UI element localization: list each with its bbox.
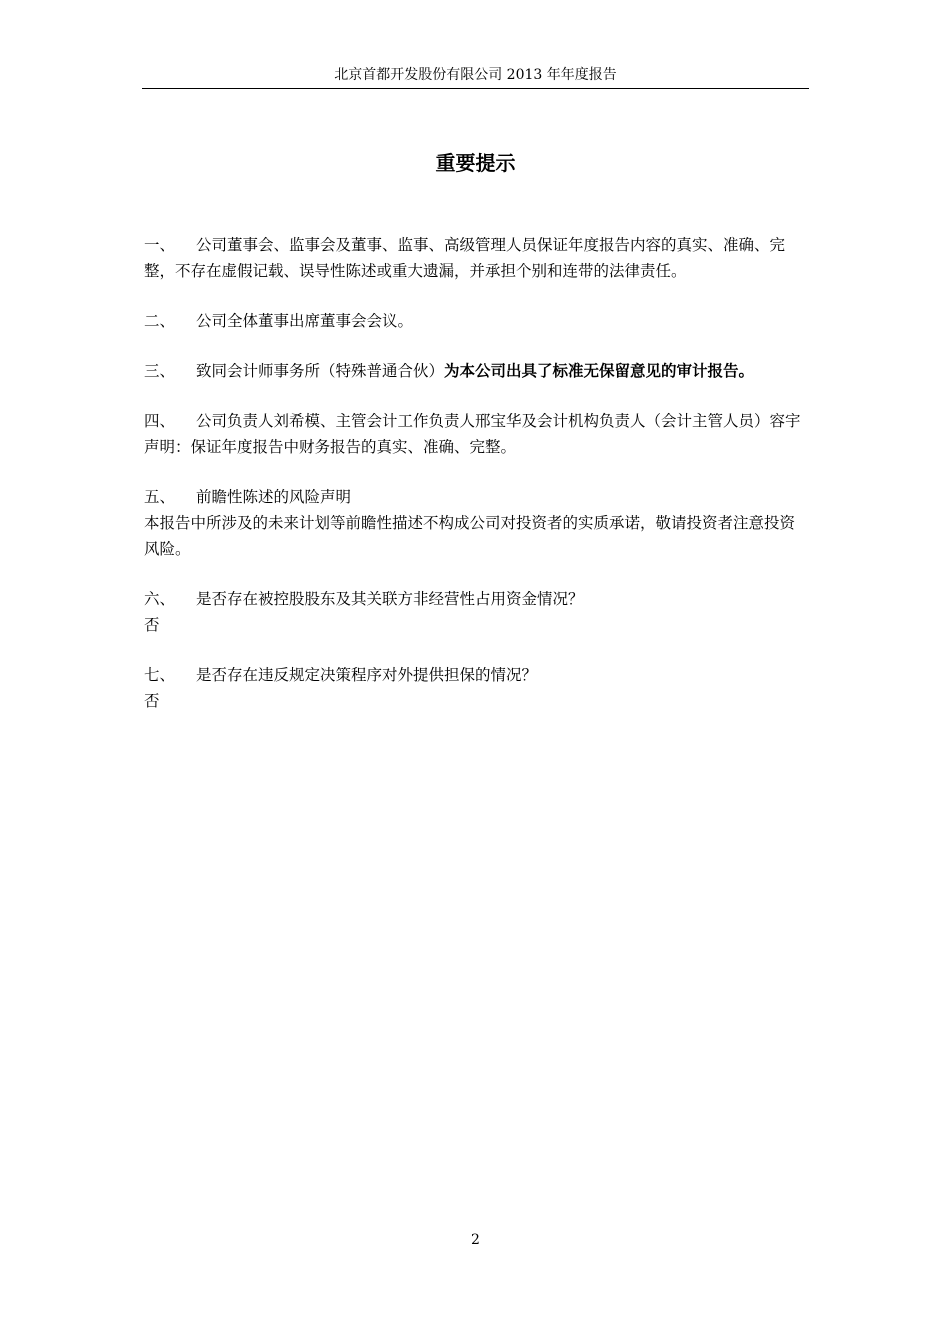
notice-paragraph xyxy=(144,662,809,688)
notice-item-4 xyxy=(144,408,809,460)
item-detail: 本报告中所涉及的未来计划等前瞻性描述不构成公司对投资者的实质承诺，敬请投资者注意投资风险。 xyxy=(144,514,796,558)
notice-item-7 xyxy=(144,662,809,714)
item-text: 是否存在被控股股东及其关联方非经营性占用资金情况？ xyxy=(196,590,584,608)
item-number: 一、 xyxy=(144,236,176,254)
item-answer: 否 xyxy=(144,616,160,634)
item-text: 致同会计师事务所（特殊普通合伙） xyxy=(196,362,445,380)
notice-item-5 xyxy=(144,484,809,562)
notice-paragraph xyxy=(144,586,809,612)
page-header xyxy=(142,62,809,89)
notice-paragraph xyxy=(144,308,809,334)
item-text: 前瞻性陈述的风险声明 xyxy=(196,488,352,506)
header-text: 北京首都开发股份有限公司 2013 年年度报告 xyxy=(334,67,617,83)
notice-item-2 xyxy=(144,308,809,334)
item-text: 公司全体董事出席董事会会议。 xyxy=(196,312,414,330)
item-text: 公司负责人刘希模、主管会计工作负责人邢宝华及会计机构负责人（会计主管人员）容宇声明：保证年度报告中财务报告的真实、准确、完整。 xyxy=(144,412,801,456)
notice-item-6 xyxy=(144,586,809,638)
item-text: 公司董事会、监事会及董事、监事、高级管理人员保证年度报告内容的真实、准确、完整，不存在虚假记载、误导性陈述或重大遗漏，并承担个别和连带的法律责任。 xyxy=(144,236,786,280)
notice-paragraph xyxy=(144,408,809,460)
notice-paragraph xyxy=(144,358,809,384)
item-bold-text: 为本公司出具了标准无保留意见的审计报告。 xyxy=(444,362,755,380)
item-number: 二、 xyxy=(144,312,176,330)
notice-paragraph xyxy=(144,232,809,284)
item-text: 是否存在违反规定决策程序对外提供担保的情况？ xyxy=(196,666,538,684)
item-answer: 否 xyxy=(144,692,160,710)
item-number: 四、 xyxy=(144,412,176,430)
item-number: 三、 xyxy=(144,362,176,380)
page-title: 重要提示 xyxy=(435,151,516,175)
notice-item-1 xyxy=(144,232,809,284)
page-number: 2 xyxy=(471,1232,480,1248)
item-number: 五、 xyxy=(144,488,176,506)
item-number: 七、 xyxy=(144,666,176,684)
item-number: 六、 xyxy=(144,590,176,608)
notice-item-3 xyxy=(144,358,809,384)
notice-list xyxy=(144,232,809,738)
notice-paragraph xyxy=(144,484,809,510)
